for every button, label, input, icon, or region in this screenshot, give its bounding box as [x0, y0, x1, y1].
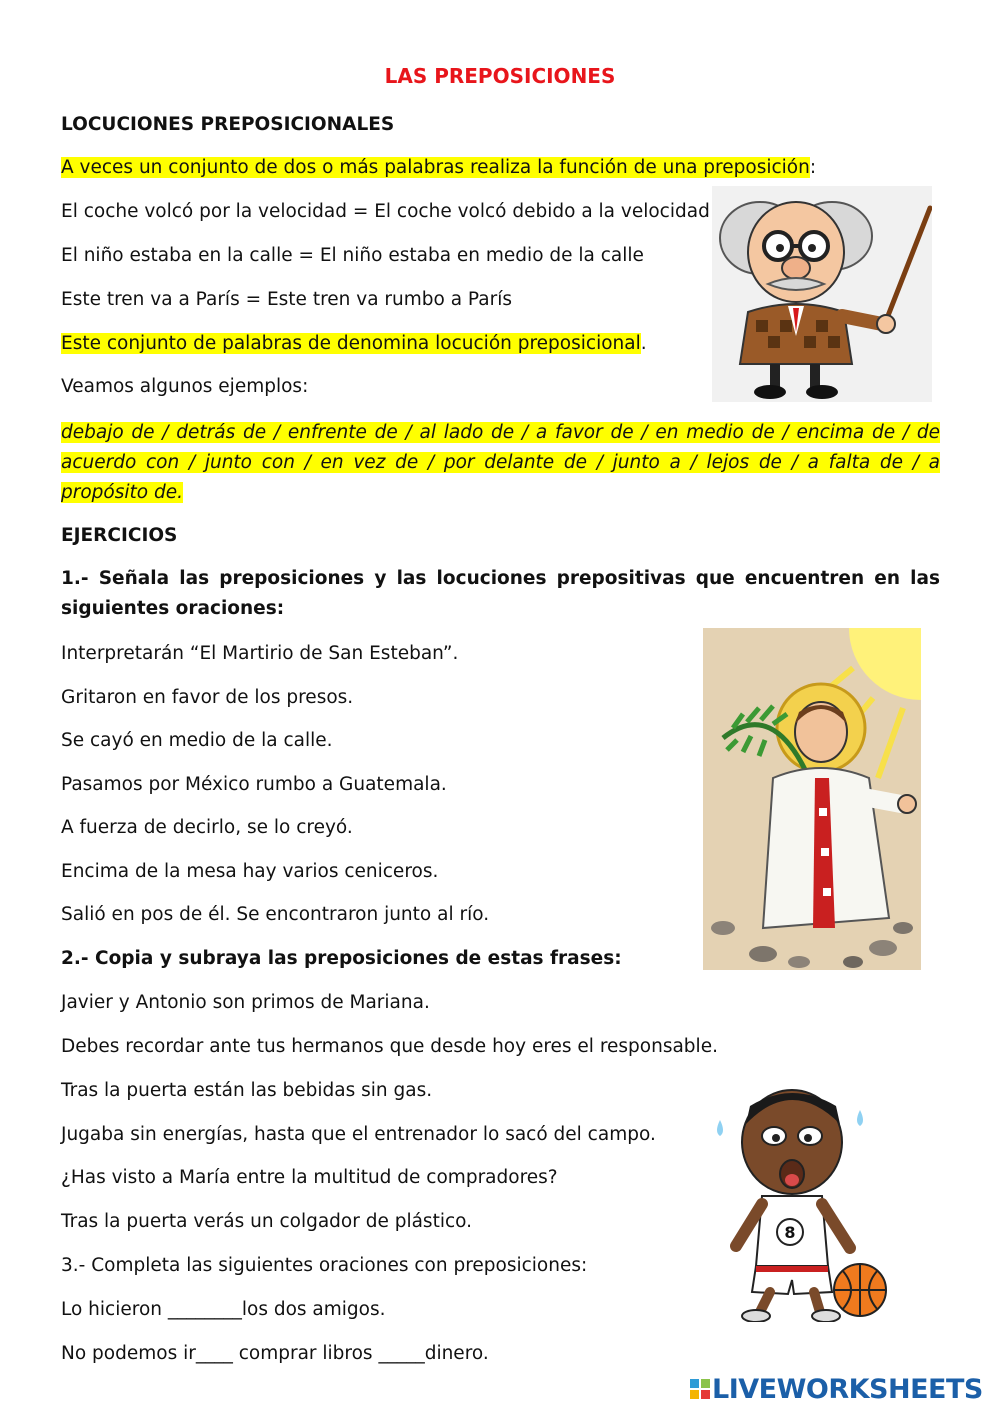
- ex3-sentence-2: No podemos ir____ comprar libros _____dinero.: [61, 1343, 489, 1364]
- example-line-1: El coche volcó por la velocidad = El coche volcó debido a la velocidad: [61, 201, 710, 222]
- ex1-sentence-6: Encima de la mesa hay varios ceniceros.: [61, 861, 439, 882]
- jersey-number: 8: [784, 1223, 796, 1242]
- ex2-sentence-1: Javier y Antonio son primos de Mariana.: [61, 992, 430, 1013]
- locutions-list-text: debajo de / detrás de / enfrente de / al lado de / a favor de / en medio de / encima de / de acuerdo con / junto con / en vez de / por delante de / junto a / lejos de / a falta de / a propósito de.: [61, 422, 940, 503]
- professor-illustration: [712, 186, 932, 402]
- exercises-heading: EJERCICIOS: [61, 525, 178, 546]
- ex1-sentence-4: Pasamos por México rumbo a Guatemala.: [61, 774, 447, 795]
- intro-highlight: A veces un conjunto de dos o más palabras realiza la función de una preposición: [61, 157, 810, 178]
- saint-stephen-illustration: [703, 628, 921, 970]
- exercise-1-instruction: 1.- Señala las preposiciones y las locuciones prepositivas que encuentren en las siguientes oraciones:: [61, 568, 940, 619]
- ex2-sentence-5: ¿Has visto a María entre la multitud de compradores?: [61, 1167, 558, 1188]
- ex2-sentence-2: Debes recordar ante tus hermanos que desde hoy eres el responsable.: [61, 1036, 718, 1057]
- ex1-sentence-3: Se cayó en medio de la calle.: [61, 730, 333, 751]
- basketball-player-illustration: [700, 1080, 890, 1322]
- page-title: LAS PREPOSICIONES: [384, 64, 616, 88]
- liveworksheets-logo: [690, 1374, 983, 1405]
- ex2-sentence-6: Tras la puerta verás un colgador de plástico.: [61, 1211, 473, 1232]
- definition-highlight: Este conjunto de palabras de denomina locución preposicional: [61, 333, 641, 354]
- intro-colon: :: [809, 157, 817, 178]
- definition-sentence: [61, 331, 647, 357]
- logo-mark-icon: [690, 1377, 712, 1403]
- definition-period: .: [640, 333, 647, 354]
- ex2-sentence-3: Tras la puerta están las bebidas sin gas.: [61, 1080, 433, 1101]
- exercise-3-instruction: 3.- Completa las siguientes oraciones con preposiciones:: [61, 1255, 588, 1276]
- section-heading-locuciones: LOCUCIONES PREPOSICIONALES: [61, 114, 395, 135]
- ex1-sentence-5: A fuerza de decirlo, se lo creyó.: [61, 817, 353, 838]
- example-line-3: Este tren va a París = Este tren va rumbo a París: [61, 289, 512, 310]
- intro-sentence: [61, 155, 816, 181]
- ex1-sentence-1: Interpretarán “El Martirio de San Esteban”.: [61, 643, 459, 664]
- exercise-2-instruction: 2.- Copia y subraya las preposiciones de estas frases:: [61, 948, 622, 969]
- ex3-sentence-1: Lo hicieron ________los dos amigos.: [61, 1299, 386, 1320]
- ex1-sentence-2: Gritaron en favor de los presos.: [61, 687, 354, 708]
- examples-lead: Veamos algunos ejemplos:: [61, 376, 309, 397]
- locutions-list: [61, 418, 940, 508]
- example-line-2: El niño estaba en la calle = El niño estaba en medio de la calle: [61, 245, 644, 266]
- ex1-sentence-7: Salió en pos de él. Se encontraron junto al río.: [61, 904, 490, 925]
- logo-text: LIVEWORKSHEETS: [712, 1374, 983, 1405]
- ex2-sentence-4: Jugaba sin energías, hasta que el entrenador lo sacó del campo.: [61, 1124, 656, 1145]
